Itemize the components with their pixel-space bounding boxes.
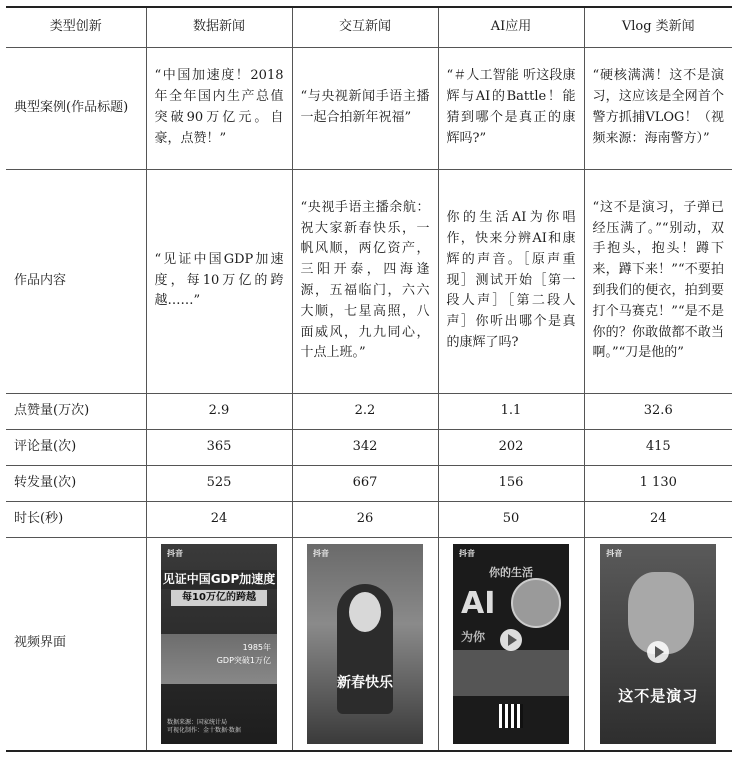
thumb-caption: 新春快乐	[337, 674, 393, 691]
app-logo: 抖音	[167, 548, 183, 558]
table-cell: 32.6	[584, 393, 732, 429]
thumb-footer: 数据来源：国家统计局 可视化制作：金十数据·数据	[167, 718, 241, 735]
thumb-avatar	[511, 578, 561, 628]
table-cell: “见证中国GDP加速度，每10万亿的跨越……”	[146, 169, 292, 393]
app-logo: 抖音	[459, 548, 475, 558]
header-row	[6, 7, 732, 47]
table-cell: 202	[438, 429, 584, 465]
thumb-big-text: AI	[461, 585, 496, 621]
table-cell: 2.9	[146, 393, 292, 429]
row-label: 视频界面	[6, 537, 146, 751]
thumb-caption: 为你	[461, 629, 486, 644]
thumb-caption: 每10万亿的跨越	[171, 590, 267, 606]
row-label: 典型案例(作品标题)	[6, 47, 146, 169]
row-label: 评论量(次)	[6, 429, 146, 465]
table-cell: “＃人工智能 听这段康辉与AI的Battle！能猜到哪个是真正的康辉吗?”	[438, 47, 584, 169]
table-cell: 525	[146, 465, 292, 501]
video-thumbnail-data-news[interactable]	[161, 544, 277, 744]
play-icon[interactable]	[500, 629, 522, 651]
header-data-news: 数据新闻	[146, 7, 292, 47]
data-table	[6, 6, 732, 752]
table-cell: “硬核满满！这不是演习，这应该是全网首个警方抓捕VLOG！（视频来源：海南警方）”	[584, 47, 732, 169]
table-cell	[292, 537, 438, 751]
table-cell: 50	[438, 501, 584, 537]
table-row	[6, 465, 732, 501]
play-icon[interactable]	[647, 641, 669, 663]
table-cell: 26	[292, 501, 438, 537]
table-row	[6, 429, 732, 465]
table-cell: 415	[584, 429, 732, 465]
table-cell: 342	[292, 429, 438, 465]
video-thumbnail-interactive-news[interactable]	[307, 544, 423, 744]
header-interactive-news: 交互新闻	[292, 7, 438, 47]
table-cell: 2.2	[292, 393, 438, 429]
table-cell: 1.1	[438, 393, 584, 429]
table-cell: 你的生活AI为你唱作，快来分辨AI和康辉的声音。［原声重现］测试开始［第一段人声］［第二段人声］你听出哪个是真的康辉了吗?	[438, 169, 584, 393]
video-thumbnail-ai-app[interactable]	[453, 544, 569, 744]
thumb-caption: 这不是演习	[618, 686, 699, 705]
table-cell	[146, 537, 292, 751]
table-cell: “与央视新闻手语主播一起合拍新年祝福”	[292, 47, 438, 169]
thumb-scene	[453, 650, 569, 696]
table-row	[6, 169, 732, 393]
table-cell: 24	[584, 501, 732, 537]
header-ai-app: AI应用	[438, 7, 584, 47]
table-cell: “这不是演习，子弹已经压满了。”“别动，双手抱头，抱头！蹲下来，蹲下来！”“不要拍到我们的便衣，拍到要打个马赛克！”“是不是你的？你敢做都不敢当啊。”“刀是他的”	[584, 169, 732, 393]
thumb-caption: 见证中国GDP加速度	[161, 570, 277, 589]
table-cell: 156	[438, 465, 584, 501]
table-cell: 24	[146, 501, 292, 537]
table-cell: 667	[292, 465, 438, 501]
table-cell: 1 130	[584, 465, 732, 501]
table-cell: 365	[146, 429, 292, 465]
qr-code-icon	[499, 704, 523, 728]
video-thumbnail-vlog-news[interactable]	[600, 544, 716, 744]
thumb-caption: 你的生活	[489, 565, 533, 579]
row-label: 时长(秒)	[6, 501, 146, 537]
table-cell	[584, 537, 732, 751]
table-row	[6, 501, 732, 537]
thumb-face	[349, 592, 381, 632]
app-logo: 抖音	[606, 548, 623, 558]
app-logo: 抖音	[313, 548, 329, 558]
header-type: 类型创新	[6, 7, 146, 47]
row-label: 作品内容	[6, 169, 146, 393]
row-label: 点赞量(万次)	[6, 393, 146, 429]
table-row	[6, 537, 732, 751]
header-vlog-news: Vlog 类新闻	[584, 7, 732, 47]
table-cell: “央视手语主播余航：祝大家新春快乐，一帆风顺，两亿资产，三阳开泰，四海逢源，五福临门，六六大顺，七星高照，八面威风，九九同心，十点上班。”	[292, 169, 438, 393]
table-row	[6, 47, 732, 169]
table-row	[6, 393, 732, 429]
thumb-overlay: 1985年 GDP突破1万亿	[216, 642, 271, 665]
table-cell: “中国加速度！2018年全年国内生产总值突破90万亿元。自豪，点赞！”	[146, 47, 292, 169]
table-cell	[438, 537, 584, 751]
row-label: 转发量(次)	[6, 465, 146, 501]
